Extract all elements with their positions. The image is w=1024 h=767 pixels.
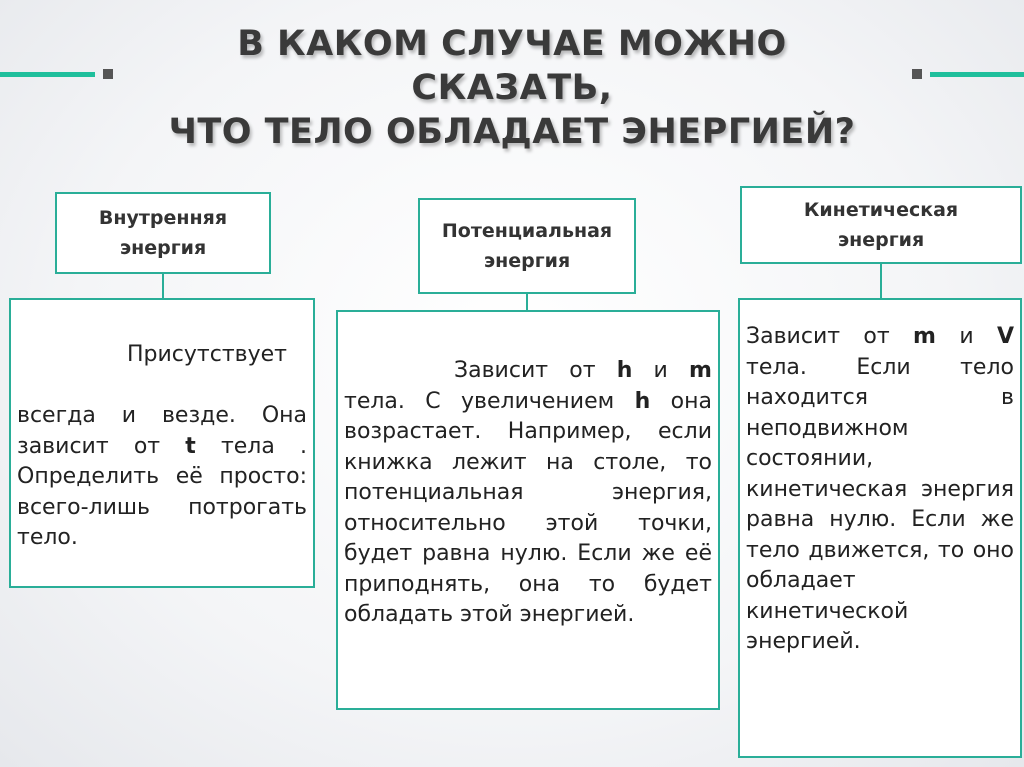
- title-line-2: ЧТО ТЕЛО ОБЛАДАЕТ ЭНЕРГИЕЙ?: [168, 112, 856, 152]
- text-kinetic-energy: [738, 298, 1022, 758]
- title-line-1: В КАКОМ СЛУЧАЕ МОЖНО СКАЗАТЬ,: [237, 24, 787, 108]
- decor-line-left: [0, 72, 95, 77]
- heading-internal-energy: Внутренняя энергия: [55, 192, 271, 274]
- kinetic-energy-paragraph: Зависит от m и V тела. Если тело находится в неподвижном состоянии, кинетическая энергия равна нулю. Если же тело движется, то оно обладает кинетической энергией.: [746, 324, 1014, 654]
- heading-kinetic-energy: Кинетическая энергия: [740, 186, 1022, 264]
- text-internal-energy: [9, 298, 315, 588]
- internal-energy-paragraph: Присутствуетвсегда и везде. Она зависит от t тела . Определить её просто: всего-лишь потрогать тело.: [17, 342, 307, 550]
- potential-energy-paragraph: Зависит от h и m тела. С увеличением h она возрастает. Например, если книжка лежит на столе, то потенциальная энергия, относительно этой точки, будет равна нулю. Если же её приподнять, она то будет обладать этой энергией.: [344, 358, 712, 627]
- heading-potential-energy: Потенциальная энергия: [418, 198, 636, 294]
- decor-square-right: [912, 69, 922, 79]
- text-potential-energy: [336, 310, 720, 710]
- connector-internal: [162, 274, 164, 298]
- decor-square-left: [103, 69, 113, 79]
- decor-line-right: [930, 72, 1024, 77]
- connector-kinetic: [880, 264, 882, 298]
- page-title: [150, 22, 874, 154]
- connector-potential: [526, 294, 528, 310]
